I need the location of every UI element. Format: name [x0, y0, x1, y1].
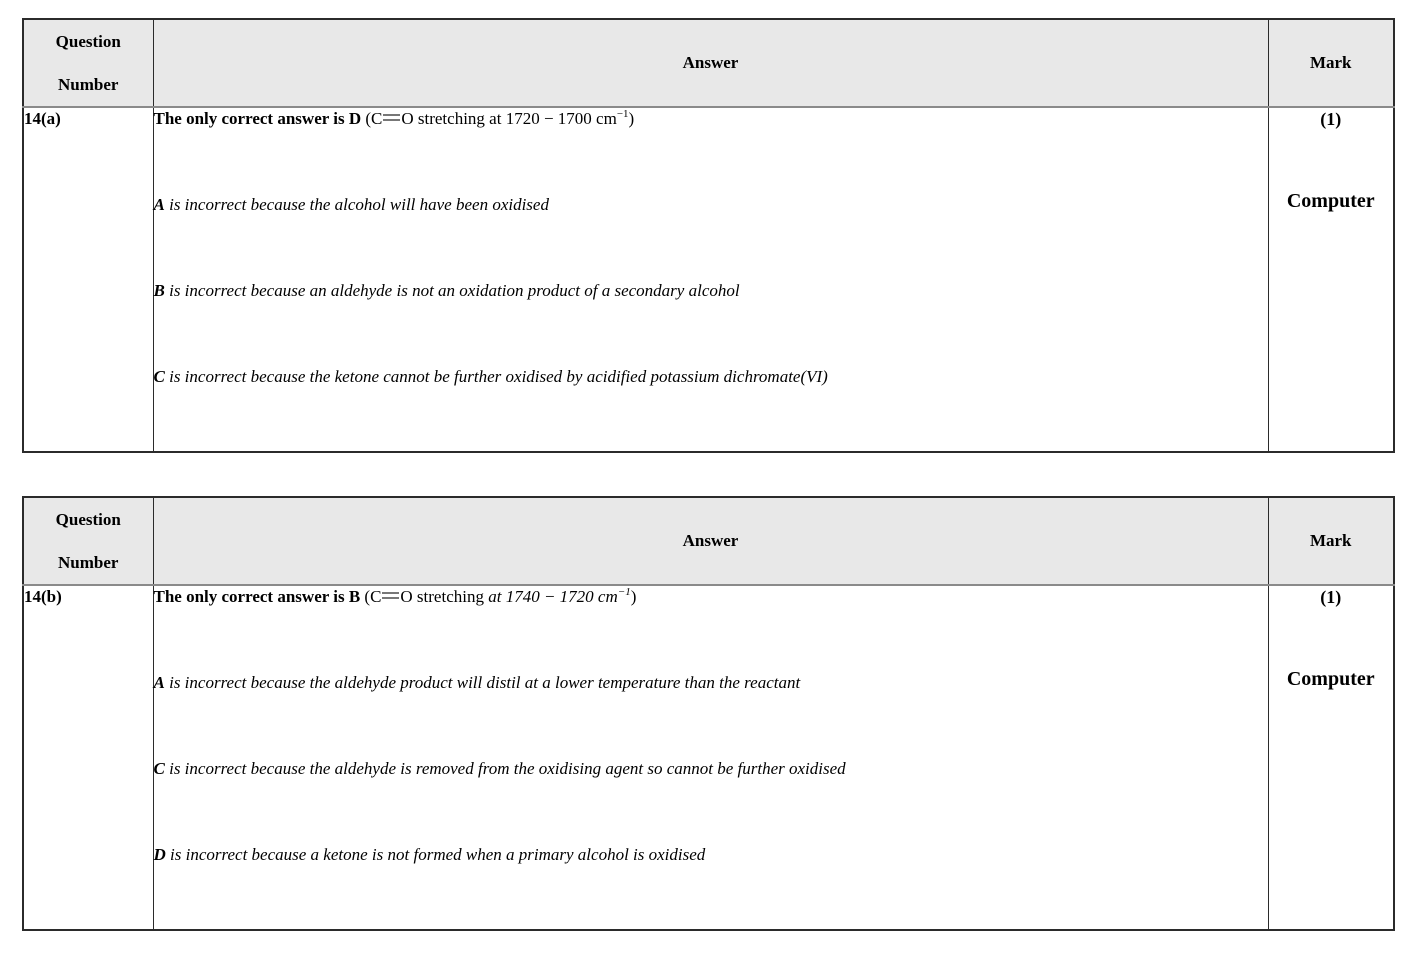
- correct-answer-bold: The only correct answer is D: [153, 109, 362, 128]
- header-row: [23, 497, 1394, 585]
- reason-letter: C: [153, 759, 165, 778]
- question-number-header: [23, 497, 153, 585]
- reason-line-c: [154, 758, 1268, 780]
- formula-open: (C: [360, 587, 382, 606]
- reason-line-b: [154, 280, 1268, 302]
- question-header-line2: Number: [58, 552, 119, 572]
- formula-range-italic: at 1740 − 1720 cm: [488, 587, 618, 606]
- reason-text: is incorrect because a ketone is not formed when a primary alcohol is oxidised: [165, 845, 706, 864]
- mark-scheme-table-14b: [22, 496, 1395, 931]
- question-number-cell: [23, 585, 153, 930]
- answer-header: Answer: [153, 497, 1268, 585]
- reason-letter: A: [153, 673, 165, 692]
- reason-letter: A: [153, 195, 165, 214]
- formula-rest: O stretching at 1720 − 1700 cm: [401, 109, 617, 128]
- mark-value: (1): [1320, 109, 1342, 129]
- mark-cell: [1268, 585, 1394, 930]
- table-row: [23, 585, 1394, 930]
- reason-text: is incorrect because the alcohol will have been oxidised: [164, 195, 549, 214]
- correct-answer-line: [154, 108, 1268, 130]
- header-row: [23, 19, 1394, 107]
- reason-text: is incorrect because an aldehyde is not an oxidation product of a secondary alcohol: [164, 281, 740, 300]
- question-number-cell: [23, 107, 153, 452]
- mark-annotation: Computer: [1286, 190, 1375, 212]
- superscript-exponent: −1: [617, 586, 631, 598]
- formula-open: (C: [361, 109, 383, 128]
- question-header-line1: Question: [55, 31, 121, 51]
- reason-text: is incorrect because the ketone cannot be further oxidised by acidified potassium dichromate(VI): [164, 367, 828, 386]
- reason-line-d: [154, 844, 1268, 866]
- reason-text: is incorrect because the aldehyde is removed from the oxidising agent so cannot be further oxidised: [164, 759, 846, 778]
- mark-scheme-page: [0, 18, 1418, 976]
- superscript-exponent: −1: [616, 108, 629, 120]
- formula-close: ): [630, 587, 637, 606]
- question-number-header: [23, 19, 153, 107]
- mark-scheme-table-14a: [22, 18, 1395, 453]
- answer-cell: [153, 585, 1268, 930]
- correct-answer-line: [154, 586, 1268, 608]
- question-number: 14(a): [24, 109, 61, 128]
- mark-header: Mark: [1268, 19, 1394, 107]
- reason-line-a: [154, 194, 1268, 216]
- reason-text: is incorrect because the aldehyde product will distil at a lower temperature than the reactant: [164, 673, 801, 692]
- question-header-line1: Question: [55, 509, 121, 529]
- mark-value: (1): [1320, 587, 1342, 607]
- mark-cell: [1268, 107, 1394, 452]
- double-bond-icon: [383, 114, 400, 121]
- reason-line-c: [154, 366, 1268, 388]
- answer-cell: [153, 107, 1268, 452]
- mark-annotation: Computer: [1286, 668, 1375, 690]
- mark-header: Mark: [1268, 497, 1394, 585]
- correct-answer-bold: The only correct answer is B: [153, 587, 361, 606]
- formula-close: ): [628, 109, 635, 128]
- reason-line-a: [154, 672, 1268, 694]
- formula-mid: O stretching: [400, 587, 489, 606]
- question-number: 14(b): [24, 587, 62, 606]
- question-header-line2: Number: [58, 74, 119, 94]
- answer-header: Answer: [153, 19, 1268, 107]
- reason-letter: B: [153, 281, 165, 300]
- double-bond-icon: [382, 592, 399, 599]
- reason-letter: D: [153, 845, 166, 864]
- reason-letter: C: [153, 367, 165, 386]
- table-row: [23, 107, 1394, 452]
